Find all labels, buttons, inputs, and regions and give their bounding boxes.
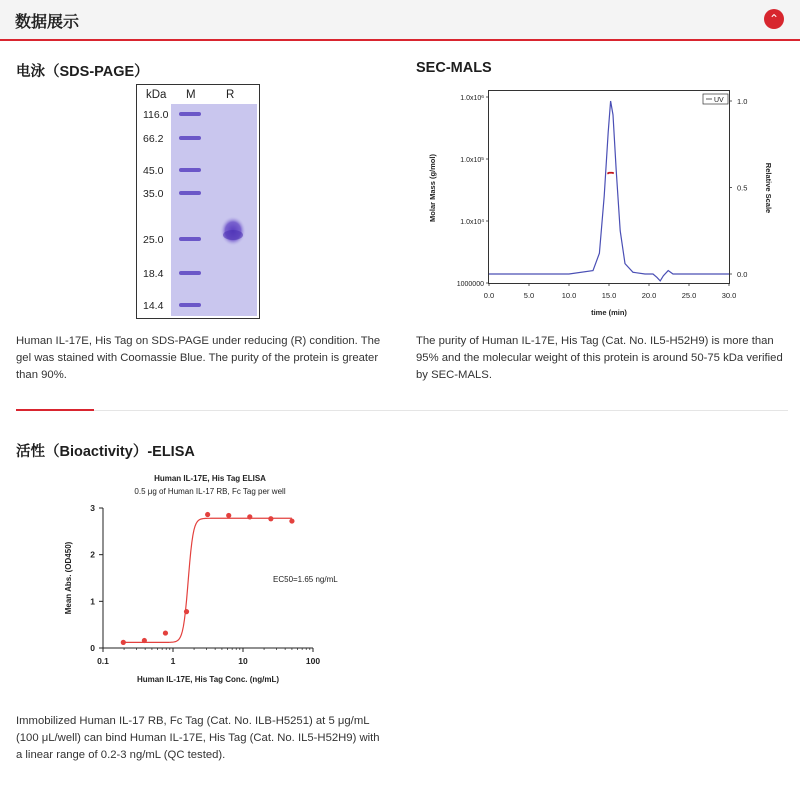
section-divider-accent xyxy=(16,409,94,411)
sec-y-tick-label: $1.0x10^6$ xyxy=(460,94,484,102)
elisa-x-tick-label: 10 xyxy=(238,656,248,666)
marker-band xyxy=(179,237,201,241)
elisa-x-tick-label: 0.1 xyxy=(97,656,109,666)
gel-area xyxy=(171,104,257,316)
marker-band xyxy=(179,303,201,307)
elisa-y-tick-label: 0 xyxy=(90,643,95,653)
elisa-data-point xyxy=(121,640,126,645)
elisa-x-tick-label: 1 xyxy=(170,656,176,666)
marker-label: 14.4 xyxy=(143,300,164,312)
sec-x-tick-label: 0.0 xyxy=(483,291,495,300)
marker-label: 116.0 xyxy=(143,109,169,121)
marker-label: 35.0 xyxy=(143,188,164,200)
collapse-button[interactable] xyxy=(764,9,784,29)
sec-xlabel: time (min) xyxy=(591,308,627,317)
section-header xyxy=(0,0,800,41)
chevron-up-icon: ⌃ xyxy=(768,12,780,26)
marker-band xyxy=(179,191,201,195)
sec-uv-series-line xyxy=(489,101,729,281)
sec-ylabel-right: Relative Scale xyxy=(764,162,773,214)
elisa-chart-title: Human IL-17E, His Tag ELISA xyxy=(154,474,266,483)
sec-mals-chart xyxy=(420,84,780,320)
sds-page-caption: Human IL-17E, His Tag on SDS-PAGE under reducing (R) condition. The gel was stained with Coomassie Blue. The purity of the protein is greater than 90%. xyxy=(16,335,381,381)
marker-label: 45.0 xyxy=(143,165,164,177)
elisa-data-point xyxy=(289,518,294,523)
sec-x-tick-label: 10.0 xyxy=(561,291,577,300)
sec-x-tick-label: 20.0 xyxy=(641,291,657,300)
sec-mals-caption: The purity of Human IL-17E, His Tag (Cat. No. IL5-H52H9) is more than 95% and the molecular weight of this protein is around 50-75 kDa verified by SEC-MALS. xyxy=(416,335,783,381)
sec-y-tick-label: 1000000 xyxy=(456,281,484,288)
sec-y-tick-label: $1.0x10^5$ xyxy=(460,156,484,164)
sec-x-tick-label: 15.0 xyxy=(601,291,617,300)
elisa-data-point xyxy=(247,514,252,519)
elisa-data-point xyxy=(205,512,210,517)
elisa-ec50-annotation: EC50=1.65 ng/mL xyxy=(273,575,338,584)
elisa-data-point xyxy=(142,638,147,643)
sec-y2-tick-label: 0.5 xyxy=(737,183,748,193)
marker-band xyxy=(179,112,201,116)
sec-y2-tick-label: 0.0 xyxy=(737,270,748,279)
sec-legend-label: UV xyxy=(714,97,724,104)
sec-y-tick-label: $1.0x10^4$ xyxy=(460,218,484,226)
elisa-chart xyxy=(60,470,350,690)
sds-page-title: 电泳（SDS-PAGE） xyxy=(16,64,149,80)
sds-page-gel xyxy=(136,84,260,319)
sec-x-tick-label: 25.0 xyxy=(681,291,697,300)
sample-band-core xyxy=(223,230,243,240)
marker-band xyxy=(179,168,201,172)
elisa-data-point xyxy=(268,516,273,521)
marker-label: 18.4 xyxy=(143,268,164,280)
elisa-y-tick-label: 3 xyxy=(90,503,95,513)
marker-label: 25.0 xyxy=(143,234,164,246)
sec-x-tick-label: 5.0 xyxy=(523,291,535,300)
elisa-data-point xyxy=(184,609,189,614)
elisa-caption: Immobilized Human IL-17 RB, Fc Tag (Cat. No. ILB-H5251) at 5 μg/mL (100 μL/well) can bind Human IL-17E, His Tag (Cat. No. IL5-H52H9) with a linear range of 0.2-3 ng/mL (QC tested). xyxy=(16,715,380,761)
section-title: 数据展示 xyxy=(15,14,80,31)
sec-molar-mass-line xyxy=(607,173,613,174)
sec-x-tick-label: 30.0 xyxy=(721,291,737,300)
elisa-y-tick-label: 1 xyxy=(90,596,95,607)
elisa-title: 活性（Bioactivity）-ELISA xyxy=(16,444,195,460)
elisa-x-tick-label: 100 xyxy=(305,656,321,666)
lane-label-r: R xyxy=(226,89,235,101)
lane-label-m: M xyxy=(186,89,196,101)
section-divider xyxy=(16,410,788,411)
marker-band xyxy=(179,271,201,275)
elisa-chart-subtitle: 0.5 μg of Human IL-17 RB, Fc Tag per well xyxy=(134,487,286,496)
elisa-data-point xyxy=(163,630,168,635)
sec-y2-tick-label: 1.0 xyxy=(737,97,748,106)
gel-unit-label: kDa xyxy=(146,89,167,101)
elisa-xlabel: Human IL-17E, His Tag Conc. (ng/mL) xyxy=(136,675,280,684)
sec-mals-title: SEC-MALS xyxy=(416,60,492,76)
elisa-ylabel: Mean Abs. (OD450) xyxy=(64,541,73,615)
elisa-data-point xyxy=(226,513,231,518)
sec-ylabel-left: Molar Mass (g/mol) xyxy=(428,154,437,222)
marker-label: 66.2 xyxy=(143,133,164,145)
elisa-fit-curve xyxy=(123,518,292,642)
marker-band xyxy=(179,136,201,140)
elisa-y-tick-label: 2 xyxy=(90,549,95,560)
